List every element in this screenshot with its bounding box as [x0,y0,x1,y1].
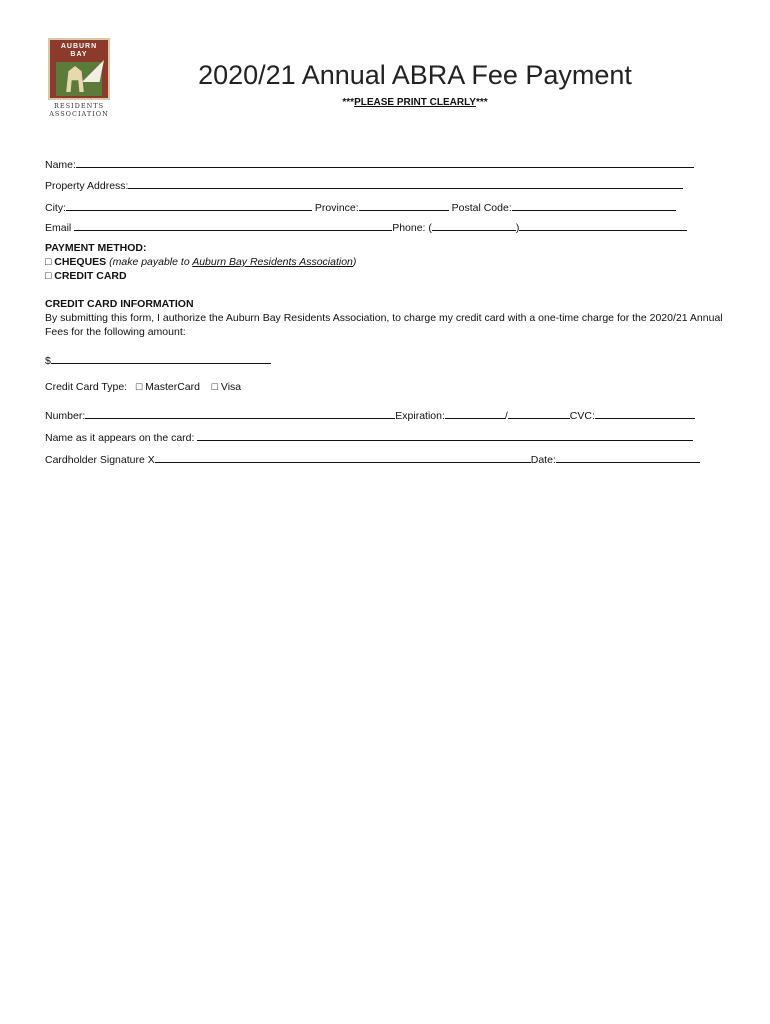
amount-row [45,353,271,368]
cheques-option[interactable] [45,255,356,269]
name-field[interactable] [76,157,694,168]
phone-label: Phone: ( [392,222,432,234]
cheques-note-suffix: ) [352,256,357,268]
address-row [45,178,683,193]
email-field[interactable] [74,220,392,231]
page-title: 2020/21 Annual ABRA Fee Payment [198,60,632,90]
name-on-card-label: Name as it appears on the card: [45,432,195,444]
card-type-label: Credit Card Type: [45,381,128,393]
expiration-label: Expiration: [395,410,445,422]
city-row [45,200,676,215]
address-label: Property Address: [45,180,129,192]
signature-row [45,452,700,467]
signature-field[interactable] [155,452,531,463]
cheques-label[interactable]: □ CHEQUES [45,256,107,268]
authorization-text: By submitting this form, I authorize the Auburn Bay Residents Association, to charge my credit card with a one-time charge for the 2020/21 Annual Fees for the following amount: [45,312,723,338]
signature-label: Cardholder Signature X [45,454,155,466]
date-label: Date: [530,454,556,466]
card-number-field[interactable] [85,408,395,419]
phone-number-field[interactable] [519,220,687,231]
address-field[interactable] [128,178,683,189]
card-type-row [45,380,241,394]
logo-emblem [48,38,110,100]
mastercard-option[interactable]: □ MasterCard [135,381,200,393]
card-number-label: Number: [45,410,86,422]
email-row [45,220,687,235]
name-row [45,157,694,172]
cheques-note-prefix: (make payable to [109,256,193,268]
logo-top-text: AUBURN BAY [60,43,98,58]
subtitle-text: PLEASE PRINT CLEARLY [354,97,476,108]
cheques-note [109,256,356,268]
date-field[interactable] [556,452,700,463]
subtitle-prefix: *** [342,97,355,108]
province-field[interactable] [359,200,449,211]
subtitle-suffix: *** [475,97,488,108]
name-on-card-row [45,430,693,445]
credit-card-option[interactable]: □ CREDIT CARD [45,270,127,282]
name-on-card-field[interactable] [197,430,693,441]
credit-info-heading: CREDIT CARD INFORMATION [45,298,194,310]
visa-option[interactable]: □ Visa [211,381,242,393]
logo-bottom-text: RESIDENTS ASSOCIATION [49,102,109,118]
postal-code-label: Postal Code: [451,202,512,214]
expiration-year-field[interactable] [508,408,570,419]
postal-code-field[interactable] [512,200,676,211]
name-label: Name: [45,159,76,171]
cvc-label: CVC: [569,410,595,422]
card-number-row [45,408,695,423]
cvc-field[interactable] [595,408,695,419]
amount-field[interactable] [51,353,271,364]
phone-area-code-field[interactable] [432,220,516,231]
city-field[interactable] [66,200,312,211]
print-clearly-note [130,97,700,108]
expiration-month-field[interactable] [445,408,505,419]
amount-prefix: $ [45,355,51,367]
city-label: City: [45,202,66,214]
phone-close-paren: ) [515,222,520,234]
abra-logo [44,36,114,122]
province-label: Province: [314,202,359,214]
payee-name: Auburn Bay Residents Association [192,256,353,268]
email-label: Email [45,222,72,234]
expiration-slash: / [504,410,508,422]
payment-method-heading: PAYMENT METHOD: [45,242,147,254]
